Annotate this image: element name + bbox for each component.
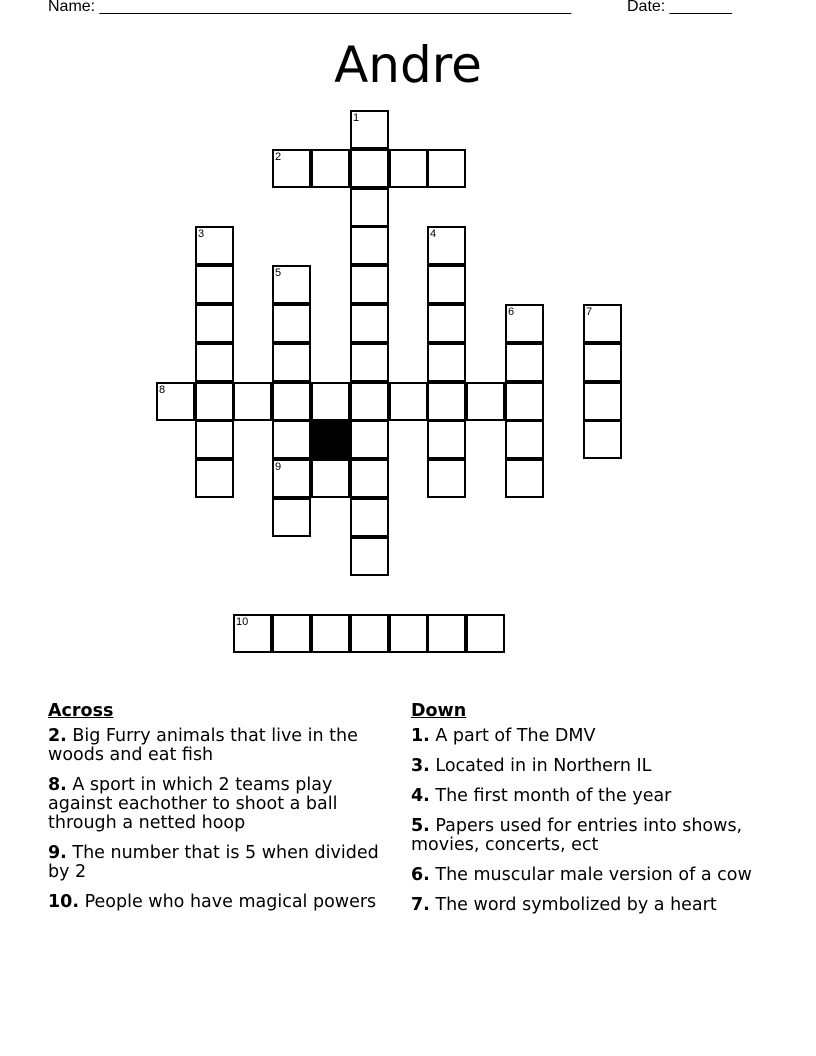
cell-number: 10 <box>236 616 249 628</box>
grid-cell[interactable] <box>583 304 622 343</box>
grid-cell[interactable] <box>466 382 505 421</box>
clue-across-2 <box>48 727 393 765</box>
clue-down-3 <box>411 757 756 776</box>
grid-cell[interactable] <box>427 149 466 188</box>
clue-number: 8. <box>48 775 67 795</box>
grid-cell[interactable] <box>350 110 389 149</box>
grid-cell[interactable] <box>350 265 389 304</box>
grid-cell[interactable] <box>466 614 505 653</box>
black-cell <box>311 420 350 459</box>
grid-cell[interactable] <box>311 459 350 498</box>
grid-cell[interactable] <box>233 382 272 421</box>
grid-cell[interactable] <box>427 459 466 498</box>
grid-cell[interactable] <box>389 614 428 653</box>
down-heading: Down <box>411 701 467 721</box>
clue-down-7 <box>411 896 756 915</box>
clue-text: People who have magical powers <box>79 892 377 912</box>
clue-text: A part of The DMV <box>429 726 596 746</box>
clue-down-5 <box>411 817 756 855</box>
grid-cell[interactable] <box>272 420 311 459</box>
clue-across-8 <box>48 776 393 833</box>
cell-number: 6 <box>508 306 515 318</box>
grid-cell[interactable] <box>156 382 195 421</box>
cell-number: 7 <box>586 306 593 318</box>
grid-cell[interactable] <box>583 420 622 459</box>
cell-number: 3 <box>198 228 205 240</box>
grid-cell[interactable] <box>311 382 350 421</box>
grid-cell[interactable] <box>505 420 544 459</box>
name-field-label: Name: _____________________________________________________ <box>48 0 572 15</box>
grid-cell[interactable] <box>427 382 466 421</box>
grid-cell[interactable] <box>350 304 389 343</box>
grid-cell[interactable] <box>350 149 389 188</box>
grid-cell[interactable] <box>272 265 311 304</box>
grid-cell[interactable] <box>350 537 389 576</box>
grid-cell[interactable] <box>350 498 389 537</box>
grid-cell[interactable] <box>272 149 311 188</box>
grid-cell[interactable] <box>272 343 311 382</box>
grid-cell[interactable] <box>427 265 466 304</box>
cell-number: 4 <box>430 228 437 240</box>
grid-cell[interactable] <box>233 614 272 653</box>
grid-cell[interactable] <box>389 149 428 188</box>
clue-text: The number that is 5 when divided by 2 <box>48 843 379 882</box>
clue-number: 3. <box>411 756 430 776</box>
clue-text: Located in in Northern IL <box>429 756 652 776</box>
clue-number: 7. <box>411 895 430 915</box>
clue-down-4 <box>411 787 756 806</box>
grid-cell[interactable] <box>311 149 350 188</box>
grid-cell[interactable] <box>195 226 234 265</box>
grid-cell[interactable] <box>311 614 350 653</box>
cell-number: 2 <box>275 151 282 163</box>
grid-cell[interactable] <box>272 614 311 653</box>
clue-text: Papers used for entries into shows, movies, concerts, ect <box>411 816 743 855</box>
clue-text: The muscular male version of a cow <box>429 865 752 885</box>
clue-across-10 <box>48 893 393 912</box>
grid-cell[interactable] <box>427 226 466 265</box>
grid-cell[interactable] <box>427 614 466 653</box>
grid-cell[interactable] <box>350 420 389 459</box>
clue-number: 9. <box>48 843 67 863</box>
grid-cell[interactable] <box>389 382 428 421</box>
grid-cell[interactable] <box>350 382 389 421</box>
cell-number: 9 <box>275 461 282 473</box>
clue-text: The word symbolized by a heart <box>429 895 717 915</box>
clue-number: 4. <box>411 786 430 806</box>
clue-number: 10. <box>48 892 80 912</box>
cell-number: 5 <box>275 267 282 279</box>
clue-number: 6. <box>411 865 430 885</box>
clue-number: 5. <box>411 816 430 836</box>
grid-cell[interactable] <box>272 382 311 421</box>
date-field-label: Date: _______ <box>627 0 732 15</box>
grid-cell[interactable] <box>195 420 234 459</box>
grid-cell[interactable] <box>350 188 389 227</box>
grid-cell[interactable] <box>427 343 466 382</box>
grid-cell[interactable] <box>195 343 234 382</box>
clue-number: 2. <box>48 726 67 746</box>
clue-text: The first month of the year <box>429 786 672 806</box>
grid-cell[interactable] <box>583 343 622 382</box>
cell-number: 1 <box>353 112 360 124</box>
clue-down-6 <box>411 866 756 885</box>
grid-cell[interactable] <box>505 459 544 498</box>
grid-cell[interactable] <box>350 459 389 498</box>
grid-cell[interactable] <box>350 614 389 653</box>
grid-cell[interactable] <box>505 382 544 421</box>
clue-across-9 <box>48 844 393 882</box>
grid-cell[interactable] <box>583 382 622 421</box>
grid-cell[interactable] <box>195 382 234 421</box>
grid-cell[interactable] <box>195 304 234 343</box>
across-clues <box>48 702 393 923</box>
grid-cell[interactable] <box>427 304 466 343</box>
across-heading: Across <box>48 701 114 721</box>
grid-cell[interactable] <box>272 459 311 498</box>
grid-cell[interactable] <box>195 459 234 498</box>
clue-text: Big Furry animals that live in the woods and eat fish <box>48 726 358 765</box>
grid-cell[interactable] <box>350 343 389 382</box>
grid-cell[interactable] <box>505 343 544 382</box>
grid-cell[interactable] <box>427 420 466 459</box>
down-clues <box>411 702 756 926</box>
grid-cell[interactable] <box>272 304 311 343</box>
clue-number: 1. <box>411 726 430 746</box>
grid-cell[interactable] <box>350 226 389 265</box>
grid-cell[interactable] <box>505 304 544 343</box>
grid-cell[interactable] <box>272 498 311 537</box>
clue-text: A sport in which 2 teams play against eachother to shoot a ball through a netted hoop <box>48 775 338 833</box>
puzzle-title: Andre <box>334 36 482 94</box>
clue-down-1 <box>411 727 756 746</box>
cell-number: 8 <box>159 384 166 396</box>
grid-cell[interactable] <box>195 265 234 304</box>
